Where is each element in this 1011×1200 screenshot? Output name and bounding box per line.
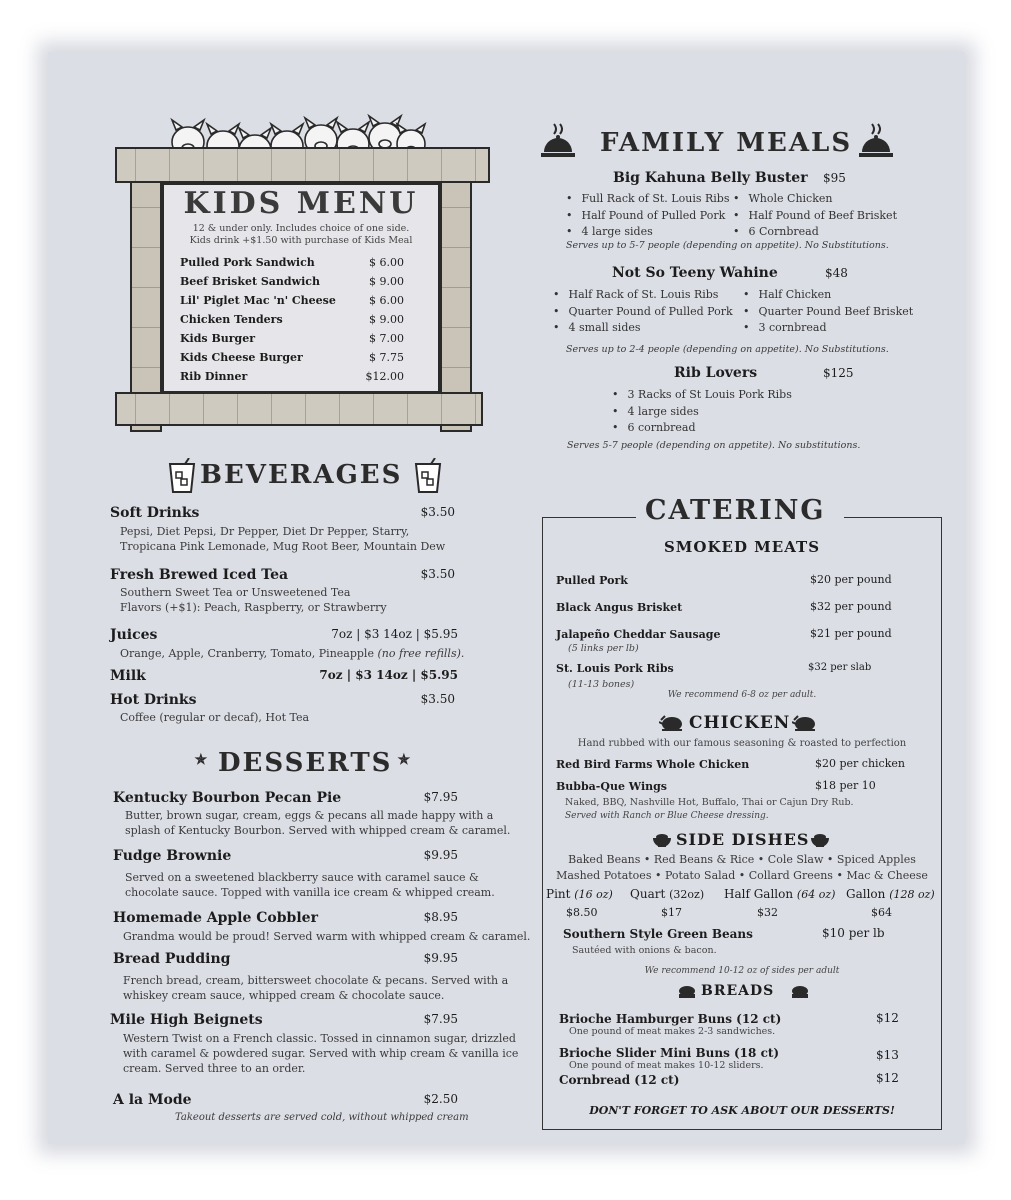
iced-tea-desc: Flavors (+$1): Peach, Raspberry, or Strawberry (120, 601, 387, 614)
wings-name: Bubba-Que Wings (556, 780, 667, 793)
dessert-row: Mile High Beignets $7.95 (110, 1012, 458, 1028)
kids-item: Beef Brisket Sandwich $ 9.00 (180, 275, 404, 288)
dessert-row: Fudge Brownie $9.95 (113, 848, 458, 864)
kids-note-2: Kids drink +$1.50 with purchase of Kids Meal (189, 235, 413, 246)
dessert-row: Kentucky Bourbon Pecan Pie $7.95 (113, 790, 458, 806)
soft-drinks-desc: Pepsi, Diet Pepsi, Dr Pepper, Diet Dr Pepper, Starry, (120, 525, 410, 538)
rib-lovers-price: $125 (823, 366, 854, 380)
dessert-row: Homemade Apple Cobbler $8.95 (113, 910, 458, 926)
dessert-row: Bread Pudding $9.95 (113, 951, 458, 967)
breads-title: BREADS (701, 983, 775, 999)
belly-buster-note: Serves up to 5-7 people (depending on appetite). No Substitutions. (566, 240, 889, 251)
bread-name: Brioche Hamburger Buns (12 ct) (559, 1012, 782, 1026)
dessert-desc: splash of Kentucky Bourbon. Served with whipped cream & caramel. (125, 824, 511, 837)
iced-tea-desc: Southern Sweet Tea or Unsweetened Tea (120, 586, 351, 599)
cloche-icon (540, 122, 576, 160)
wings-price: $18 per 10 (815, 779, 876, 792)
soft-drinks-row: Soft Drinks $3.50 (110, 505, 455, 521)
meats-note: We recommend 6-8 oz per adult. (667, 690, 817, 700)
green-beans-price: $10 per lb (822, 926, 885, 940)
wahine-name: Not So Teeny Wahine (612, 265, 778, 281)
size-quart: Quart (32oz) (630, 887, 705, 901)
meat-price: $32 per pound (810, 600, 892, 613)
takeout-note: Takeout desserts are served cold, without whipped cream (175, 1112, 469, 1123)
drink-icon (167, 458, 197, 494)
whole-chicken-price: $20 per chicken (815, 757, 905, 770)
dessert-desc: French bread, cream, bittersweet chocolate & pecans. Served with a (123, 974, 509, 987)
bread-desc: One pound of meat makes 10-12 sliders. (569, 1060, 764, 1071)
a-la-mode-row: A la Mode $2.50 (113, 1092, 458, 1108)
meat-sub: (5 links per lb) (568, 643, 639, 654)
roast-chicken-icon (659, 714, 683, 732)
dessert-desc: Western Twist on a French classic. Tossed in cinnamon sugar, drizzled (123, 1032, 516, 1045)
kids-menu-title: KIDS MENU (183, 186, 419, 221)
bowl-icon (810, 832, 830, 848)
dessert-desc: with caramel & powdered sugar. Served with whip cream & vanilla ice (123, 1047, 519, 1060)
dessert-desc: cream. Served three to an order. (123, 1062, 306, 1075)
meat-name: Pulled Pork (556, 574, 628, 587)
wahine-note: Serves up to 2-4 people (depending on appetite). No Substitutions. (566, 344, 889, 355)
bread-icon (791, 985, 809, 999)
size-price: $8.50 (566, 906, 598, 919)
dessert-desc: whiskey cream sauce, whipped cream & chocolate sauce. (123, 989, 445, 1002)
rib-lovers-note: Serves 5-7 people (depending on appetite). No substitutions. (567, 440, 861, 451)
wahine-list-left: • Half Rack of St. Louis Ribs • Quarter Pound of Pulled Pork • 4 small sides (553, 287, 733, 337)
size-half-gallon: Half Gallon (64 oz) (724, 887, 836, 901)
size-price: $64 (871, 906, 892, 919)
roast-chicken-icon (792, 714, 816, 732)
bread-icon (678, 985, 696, 999)
green-beans-desc: Sautéed with onions & bacon. (572, 945, 717, 956)
beverages-title: BEVERAGES (200, 460, 403, 490)
hot-drinks-row: Hot Drinks $3.50 (110, 692, 455, 708)
juices-desc: Orange, Apple, Cranberry, Tomato, Pineapple (no free refills). (120, 647, 465, 660)
kids-item: Chicken Tenders $ 9.00 (180, 313, 404, 326)
chicken-sub: Hand rubbed with our famous seasoning & roasted to perfection (577, 738, 907, 749)
smoked-meats-title: SMOKED MEATS (663, 538, 821, 556)
belly-buster-list-left: • Full Rack of St. Louis Ribs • Half Pound of Pulled Pork • 4 large sides (566, 191, 729, 241)
chicken-title: CHICKEN (689, 713, 791, 733)
iced-tea-row: Fresh Brewed Iced Tea $3.50 (110, 567, 455, 583)
side-dishes-title: SIDE DISHES (676, 830, 810, 849)
size-gallon: Gallon (128 oz) (846, 887, 935, 901)
size-price: $17 (661, 906, 682, 919)
star-icon: ✯ (398, 752, 412, 768)
green-beans-name: Southern Style Green Beans (563, 927, 753, 941)
meat-name: St. Louis Pork Ribs (556, 662, 674, 675)
meat-name: Jalapeño Cheddar Sausage (556, 628, 721, 641)
desserts-reminder: DON'T FORGET TO ASK ABOUT OUR DESSERTS! (589, 1104, 895, 1117)
bread-price: $12 (876, 1071, 899, 1085)
kids-item: Rib Dinner $12.00 (180, 370, 404, 383)
dessert-desc: Butter, brown sugar, cream, eggs & pecans all made happy with a (125, 809, 494, 822)
rib-lovers-name: Rib Lovers (674, 365, 758, 381)
catering-title: CATERING (645, 495, 826, 526)
bread-name: Cornbread (12 ct) (559, 1073, 680, 1087)
family-meals-title: FAMILY MEALS (600, 128, 853, 158)
wahine-price: $48 (825, 266, 848, 280)
kids-item: Lil' Piglet Mac 'n' Cheese $ 6.00 (180, 294, 404, 307)
bowl-icon (652, 832, 672, 848)
bread-desc: One pound of meat makes 2-3 sandwiches. (569, 1026, 776, 1037)
meat-name: Black Angus Brisket (556, 601, 683, 614)
dessert-desc: Grandma would be proud! Served warm with whipped cream & caramel. (123, 930, 531, 943)
dessert-desc: Served on a sweetened blackberry sauce with caramel sauce & (125, 871, 479, 884)
whole-chicken-name: Red Bird Farms Whole Chicken (556, 758, 750, 771)
bread-name: Brioche Slider Mini Buns (18 ct) (559, 1046, 780, 1060)
kids-note-1: 12 & under only. Includes choice of one side. (192, 223, 410, 234)
drink-icon (413, 458, 443, 494)
size-pint: Pint (16 oz) (546, 887, 613, 901)
size-price: $32 (757, 906, 778, 919)
meat-sub: (11-13 bones) (568, 679, 635, 690)
rib-lovers-list: • 3 Racks of St Louis Pork Ribs • 4 large sides • 6 cornbread (612, 387, 792, 437)
belly-buster-list-right: • Whole Chicken • Half Pound of Beef Brisket • 6 Cornbread (733, 191, 897, 241)
kids-item: Pulled Pork Sandwich $ 6.00 (180, 256, 404, 269)
kids-item: Kids Cheese Burger $ 7.75 (180, 351, 404, 364)
wings-desc: Served with Ranch or Blue Cheese dressing. (565, 811, 769, 821)
bread-price: $12 (876, 1011, 899, 1025)
wahine-list-right: • Half Chicken • Quarter Pound Beef Brisket • 3 cornbread (743, 287, 913, 337)
desserts-title: DESSERTS (218, 748, 393, 778)
meat-price: $32 per slab (808, 662, 872, 673)
star-icon: ✯ (195, 752, 209, 768)
sides-list: Mashed Potatoes • Potato Salad • Collard Greens • Mac & Cheese (556, 869, 928, 882)
meat-price: $21 per pound (810, 627, 892, 640)
bread-price: $13 (876, 1048, 899, 1062)
cloche-icon (858, 122, 894, 160)
belly-buster-name: Big Kahuna Belly Buster (613, 170, 808, 186)
sides-list: Baked Beans • Red Beans & Rice • Cole Slaw • Spiced Apples (568, 853, 916, 866)
hot-drinks-desc: Coffee (regular or decaf), Hot Tea (120, 711, 310, 724)
meat-price: $20 per pound (810, 573, 892, 586)
juices-row: Juices 7oz | $3 14oz | $5.95 (110, 627, 458, 643)
wings-desc: Naked, BBQ, Nashville Hot, Buffalo, Thai or Cajun Dry Rub. (565, 797, 854, 808)
milk-row: Milk 7oz | $3 14oz | $5.95 (110, 668, 458, 684)
kids-item: Kids Burger $ 7.00 (180, 332, 404, 345)
belly-buster-price: $95 (823, 171, 846, 185)
dessert-desc: chocolate sauce. Topped with vanilla ice cream & whipped cream. (125, 886, 495, 899)
sides-note: We recommend 10-12 oz of sides per adult (644, 966, 840, 976)
soft-drinks-desc: Tropicana Pink Lemonade, Mug Root Beer, Mountain Dew (120, 540, 446, 553)
